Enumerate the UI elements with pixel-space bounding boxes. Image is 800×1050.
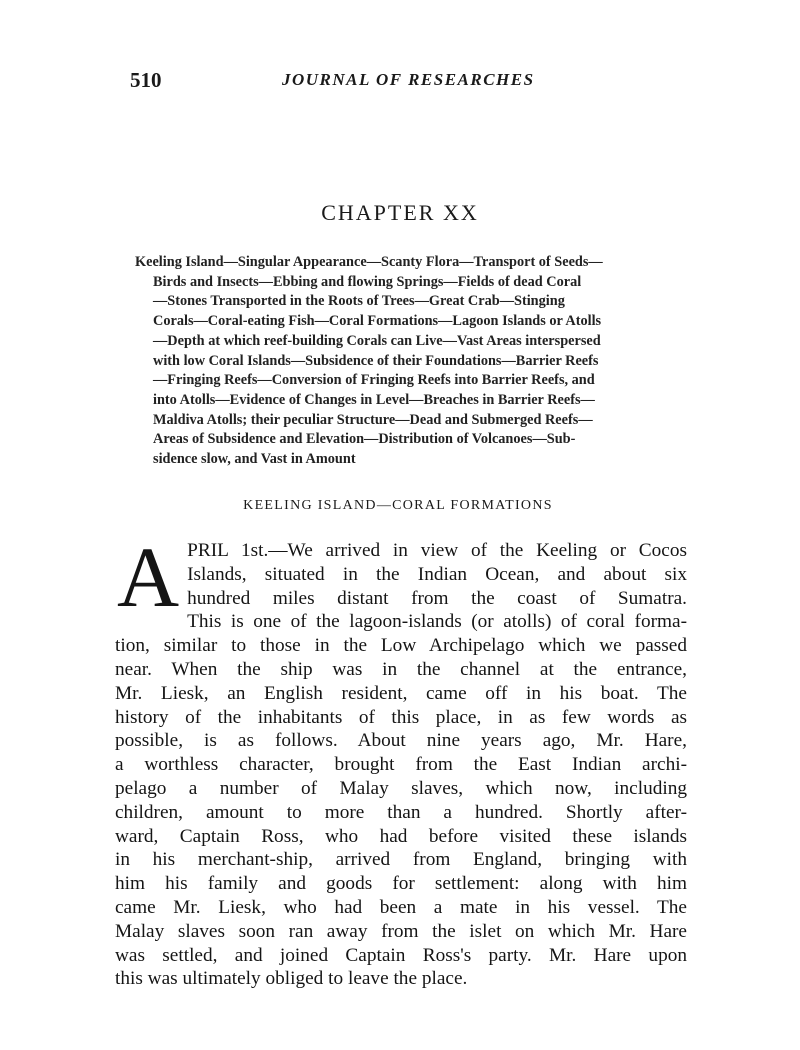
synopsis-line: —Stones Transported in the Roots of Trees—Great Crab—Stinging [153,293,565,310]
synopsis-line: into Atolls—Evidence of Changes in Level—Breaches in Barrier Reefs— [153,391,595,408]
synopsis-line: —Depth at which reef-building Corals can Live—Vast Areas interspersed [153,332,601,349]
synopsis-line: with low Coral Islands—Subsidence of their Foundations—Barrier Reefs [153,352,599,369]
page-number: 510 [130,68,162,92]
synopsis-line: Keeling Island—Singular Appearance—Scanty Flora—Transport of Seeds— [135,254,603,270]
body-line: ward, Captain Ross, who had before visited these islands [115,825,687,847]
synopsis-line: Corals—Coral-eating Fish—Coral Formations—Lagoon Islands or Atolls [153,313,602,330]
body-line: him his family and goods for settlement: along with him [115,873,687,895]
synopsis-line: Areas of Subsidence and Elevation—Distribution of Volcanoes—Sub- [153,431,576,448]
body-text [115,529,687,991]
body-line: Mr. Liesk, an English resident, came off in his boat. The [115,682,687,704]
body-line: tion, similar to those in the Low Archipelago which we passed [115,635,687,657]
body-line: near. When the ship was in the channel at the entrance, [115,658,687,680]
body-line: came Mr. Liesk, who had been a mate in his vessel. The [115,896,687,918]
running-head [130,68,670,98]
body-line: a worthless character, brought from the East Indian archi- [115,754,687,776]
body-line: hundred miles distant from the coast of Sumatra. [187,587,687,609]
body-line: Malay slaves soon ran away from the islet on which Mr. Hare [115,920,687,942]
section-heading: KEELING ISLAND—CORAL FORMATIONS [243,498,553,513]
body-line: Islands, situated in the Indian Ocean, and about six [187,563,687,585]
synopsis-line: Maldiva Atolls; their peculiar Structure—Dead and Submerged Reefs— [153,411,593,428]
body-line: pelago a number of Malay slaves, which now, including [115,777,687,799]
chapter-title: CHAPTER XX [321,200,479,225]
synopsis-line: Birds and Insects—Ebbing and flowing Springs—Fields of dead Coral [153,273,582,290]
body-line: possible, is as follows. About nine years ago, Mr. Hare, [115,730,687,752]
body-line: in his merchant-ship, arrived from England, bringing with [115,849,687,871]
body-line: This is one of the lagoon-islands (or atolls) of coral forma- [187,611,687,633]
drop-cap: A [117,529,180,625]
chapter-synopsis [135,253,651,470]
synopsis-line: —Fringing Reefs—Conversion of Fringing Reefs into Barrier Reefs, and [153,372,595,389]
synopsis-line: sidence slow, and Vast in Amount [153,451,356,468]
body-line: children, amount to more than a hundred. Shortly after- [115,801,687,823]
body-line: this was ultimately obliged to leave the place. [115,968,468,990]
body-line: history of the inhabitants of this place, in as few words as [115,706,687,728]
body-line: PRIL 1st.—We arrived in view of the Keeling or Cocos [187,540,687,561]
running-title: JOURNAL OF RESEARCHES [282,70,535,89]
body-line: was settled, and joined Captain Ross's party. Mr. Hare upon [115,944,687,966]
